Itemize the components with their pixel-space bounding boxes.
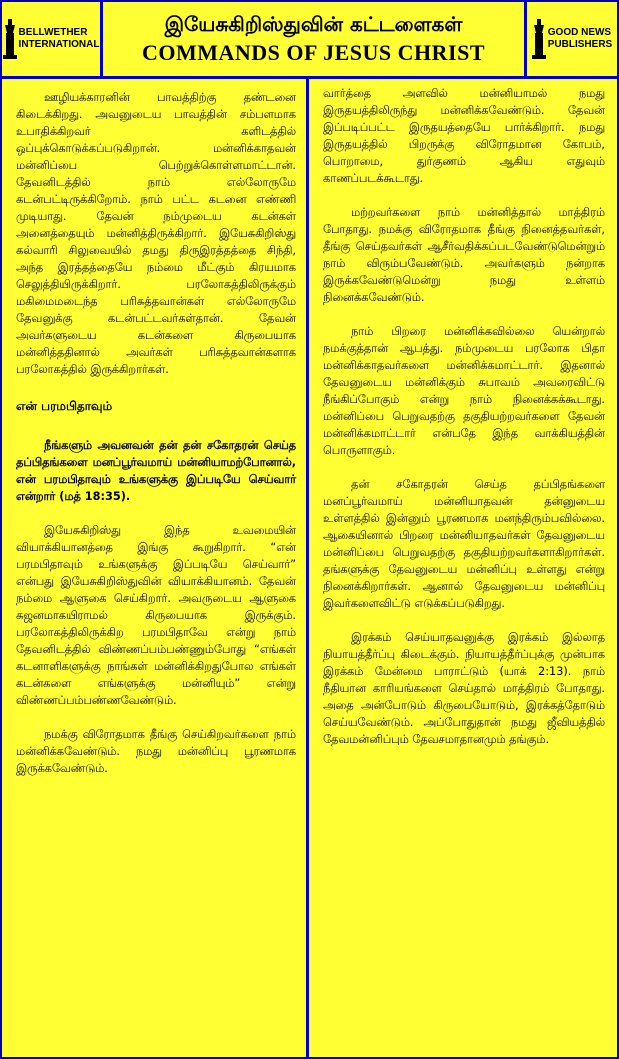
right-paragraph-5: இரக்கம் செய்யாதவனுக்கு இரக்கம் இல்லாத நியாயத்தீர்ப்பு கிடைக்கும். நியாயத்தீர்ப்புக்கு முன்பாக இரக்கம் மேன்மை பாராட்டும் (யாக் 2:13). நாம் நீதியான காரியங்களை செய்தால் மாத்திரம் போதாது. அதை அன்போடும் கிருபையோடும், இரக்கத்தோடும் செய்யவேண்டும். அப்போதுதான் நமது ஜீவியத்தில் தேவமன்னிப்பும் தேவசமாதானமும் தங்கும். [323,631,605,746]
left-paragraph-1: ஊழியக்காரனின் பாவத்திற்கு தண்டனை கிடைக்கிறது. அவனுடைய பாவத்தின் சம்பளமாக உபாதிக்கிறவர் களிடத்தில் ஒப்புக்கொடுக்கப்படுகிறான். மன்னிக்காதவன் மன்னிப்பை பெற்றுக்கொள்ளமாட்டான். தேவனிடத்தில் நாம் எல்லோருமே கடன்பட்டிருக்கிறோம். நாம் பட்ட கடனை எண்ணி முடியாது. தேவன் நம்முடைய கடன்கள் அனைத்தையும் மன்னித்திருக்கிறார். இயேசுகிறிஸ்து கல்வாரி சிலுவையில் தமது திருஇரத்தத்தை சிந்தி, அந்த இரத்தத்தையே நம்மை மீட்கும் கிரயமாக செலுத்தியிருக்கிறார். பரலோகத்திலிருக்கும் மகிமைமடைந்த பரிசுத்தவான்கள் எல்லோருமே தேவனுக்கு கடன்பட்டவர்கள்தான். தேவன் அவர்களுடைய கடன்களை கிருபையாக மன்னித்ததினால் அவர்கள் பரிசுத்தவான்களாக பரலோகத்தில் இருக்கிறார்கள். [16,91,296,376]
bell-tower-icon [532,19,546,59]
content-body [2,79,617,1057]
good-news-logo [527,2,617,76]
right-paragraph-1: வார்த்தை அளவில் மன்னியாமல் நமது இருதயத்திலிருந்து மன்னிக்கவேண்டும். தேவன் இப்படிப்பட்ட இருதயத்தையே பார்க்கிறார். நமது இருதயத்தில் பிறருக்கு விரோதமான கோபம், பொறாமை, துர்குணம் ஆகிய எதுவும் காணப்படக்கூடாது. [323,87,605,185]
header [2,2,617,76]
logo-right-line1: GOOD NEWS [547,27,612,38]
right-paragraph-2: மற்றவர்களை நாம் மன்னித்தால் மாத்திரம் போதாது. நமக்கு விரோதமாக தீங்கு நினைத்தவர்கள், தீங்கு செய்தவர்கள் ஆசீர்வதிக்கப்படவேண்டுமென்றும் நாம் விரும்பவேண்டும். அவர்களும் நன்றாக இருக்கவேண்டுமென்று நமது உள்ளம் நினைக்கவேண்டும். [323,206,605,304]
bellwether-logo [2,2,100,76]
left-paragraph-2: இயேசுகிறிஸ்து இந்த உவமையின் வியாக்கியானத்தை இங்கு கூறுகிறார். “என் பரமபிதாவும் உங்களுக்கு இப்படியே செய்வார்” என்பது இயேசுகிறிஸ்துவின் வியாக்கியானம். தேவன் நம்மை ஆளுகை செய்கிறார். அவருடைய ஆளுகை சுஜனமாகயிராமல் கிருபையாக இருக்கும். பரலோகத்திலிருக்கிற பரமபிதாவே என்று நாம் தேவனிடத்தில் விண்ணப்பம்பண்ணும்போது “எங்கள் கடனாளிகளுக்கு நாங்கள் மன்னிக்கிறதுபோல எங்கள் கடன்களை எங்களுக்கு மன்னியும்” என்று விண்ணப்பம்பண்ணவேண்டும். [16,524,296,707]
title-box [103,2,524,76]
bell-tower-icon [3,19,17,59]
logo-left-line2: INTERNATIONAL [18,39,100,50]
right-paragraph-3: நாம் பிறரை மன்னிக்கவில்லை யென்றால் நமக்குத்தான் ஆபத்து. நம்முடைய பரலோக பிதா மன்னிக்காதவர்களை மன்னிக்கமாட்டார். இதனால் தேவனுடைய மன்னிக்கும் சுபாவம் அவரைவிட்டு நீங்கிப்போகும் என்று நாம் நினைக்கக்கூடாது. மன்னிப்பை பெறுவதற்கு தகுதியற்றவர்களை தேவன் மன்னிக்கமாட்டார் என்பதே இந்த வாக்கியத்தின் பொருளாகும். [323,325,605,457]
title-english: COMMANDS OF JESUS CHRIST [141,40,486,65]
logo-left-line1: BELLWETHER [18,27,88,38]
left-column [2,79,306,1057]
logo-right-line2: PUBLISHERS [547,39,613,50]
title-tamil: இயேசுகிறிஸ்துவின் கட்டளைகள் [164,12,463,36]
right-paragraph-4: தன் சகோதரன் செய்த தப்பிதங்களை மனப்பூர்வமாய் மன்னியாதவன் தன்னுடைய உள்ளத்தில் இன்னும் பூரணமாக மனந்திரும்பவில்லை. ஆகையினால் பிறரை மன்னியாதவர்கள் தேவனுடைய மன்னிப்பை பெறுவதற்கு தகுதியற்றவர்களாகிறார்கள். தங்களுக்கு தேவனுடைய மன்னிப்பு உள்ளது என்று நினைக்கிறார்கள். ஆனால் தேவனுடைய மன்னிப்பு இவர்களைவிட்டு எடுக்கப்படுகிறது. [323,478,605,610]
scripture-quote: நீங்களும் அவனவன் தன் தன் சகோதரன் செய்த தப்பிதங்களை மனப்பூர்வமாய் மன்னியாமற்போனால், என் பரமபிதாவும் உங்களுக்கு இப்படியே செய்வார் என்றார் (மத் 18:35). [16,439,296,503]
section-heading: என் பரமபிதாவும் [16,399,113,413]
right-column [309,79,617,1057]
left-paragraph-3: நமக்கு விரோதமாக தீங்கு செய்கிறவர்களை நாம் மன்னிக்கவேண்டும். நமது மன்னிப்பு பூரணமாக இருக்கவேண்டும். [16,728,296,775]
